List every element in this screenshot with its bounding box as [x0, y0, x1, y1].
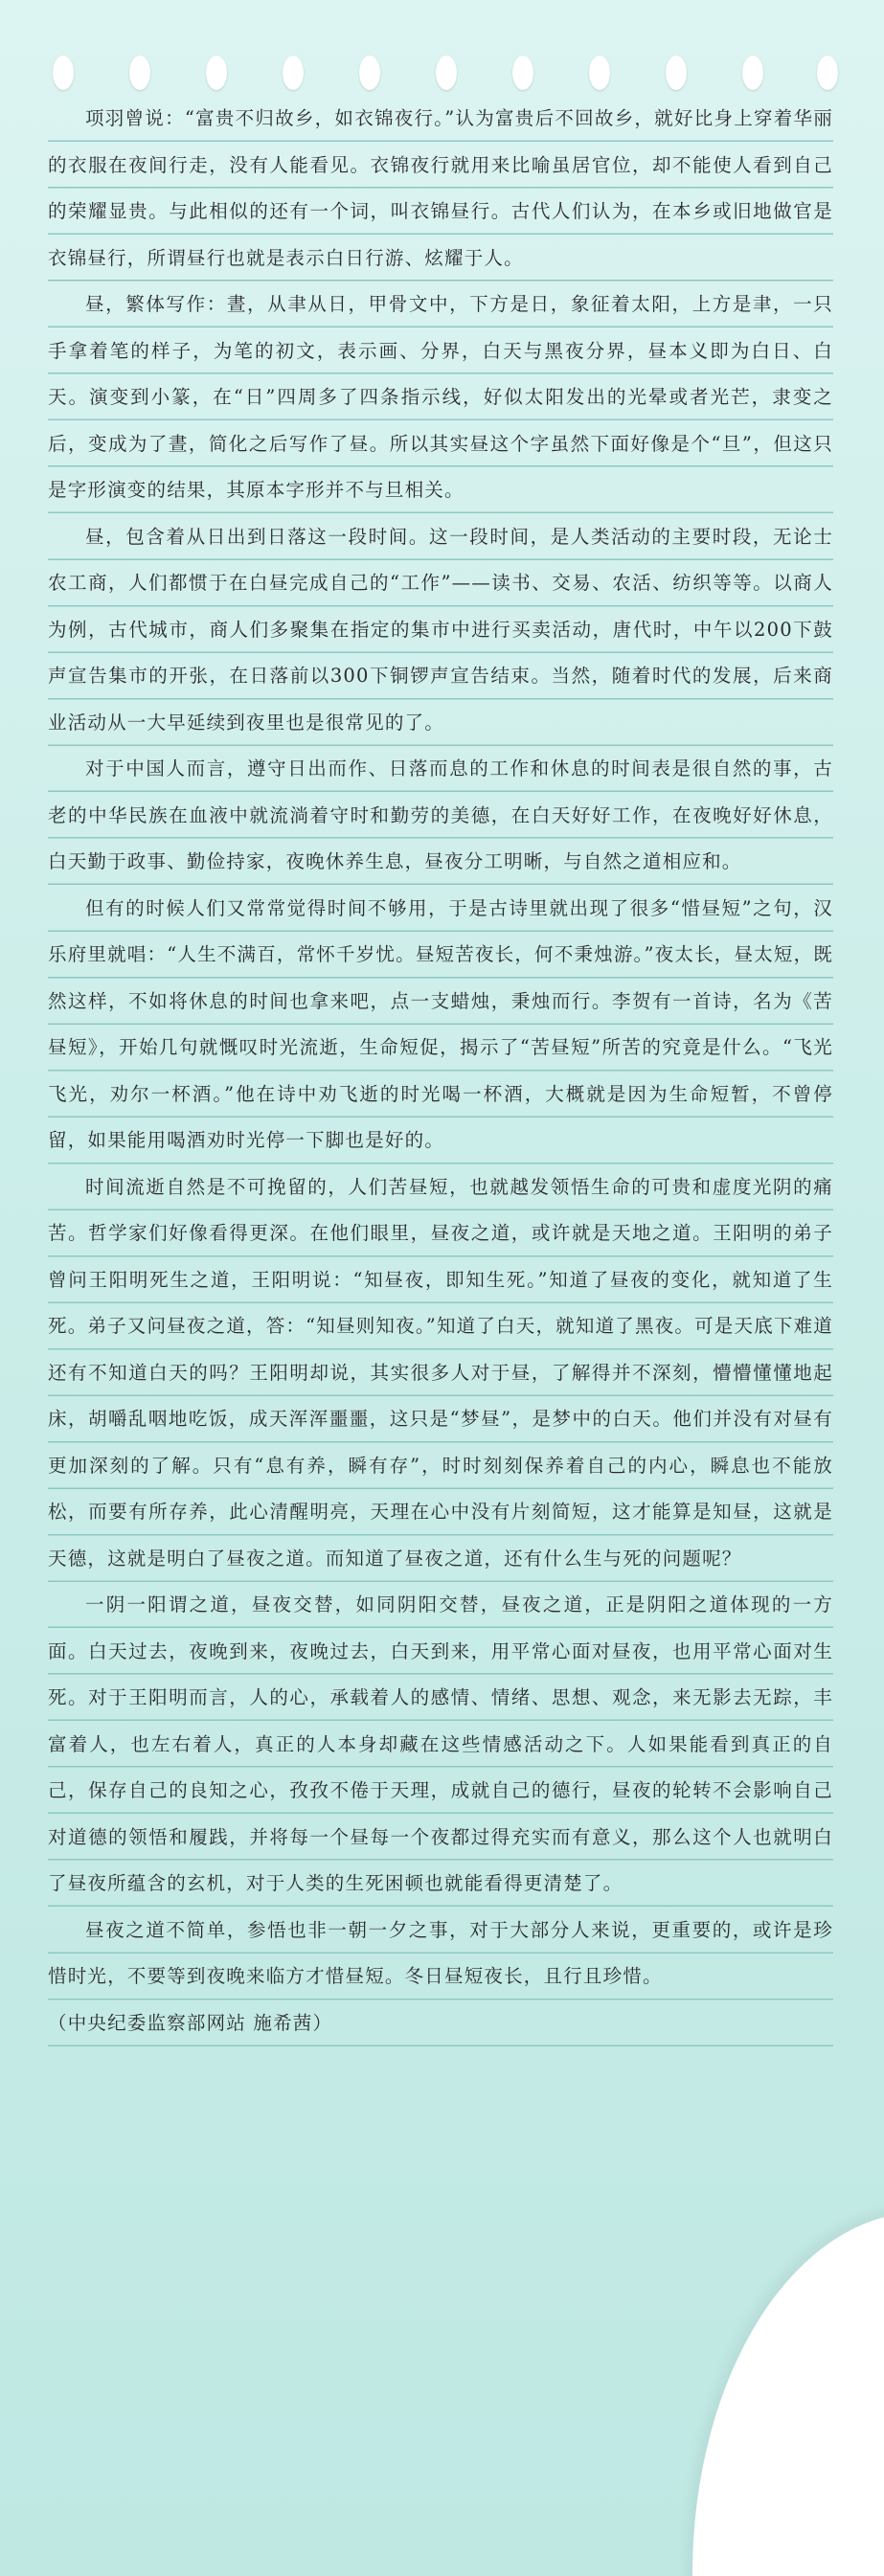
paragraph: 一阴一阳谓之道，昼夜交替，如同阴阳交替，昼夜之道，正是阴阳之道体现的一方面。白天过去，夜晚到来，夜晚过去，白天到来，用平常心面对昼夜，也用平常心面对生死。对于王阳明而言，人的心，承载着人的感情、情绪、思想、观念，来无影去无踪，丰富着人，也左右着人，真正的人本身却藏在这些情感活动之下。人如果能看到真正的自己，保存自己的良知之心，孜孜不倦于天理，成就自己的德行，昼夜的轮转不会影响自己对道德的领悟和履践，并将每一个昼每一个夜都过得充实而有意义，那么这个人也就明白了昼夜所蕴含的玄机，对于人类的生死困顿也就能看得更清楚了。 [48, 1582, 833, 1908]
binding-hole [589, 56, 610, 90]
paragraph: 昼夜之道不简单，参悟也非一朝一夕之事，对于大部分人来说，更重要的，或许是珍惜时光，不要等到夜晚来临方才惜昼短。冬日昼短夜长，且行且珍惜。 [48, 1908, 833, 2000]
binding-holes [53, 56, 838, 94]
page-curl [692, 2212, 884, 2576]
binding-hole [436, 56, 457, 90]
paragraph: 时间流逝自然是不可挽留的，人们苦昼短，也就越发领悟生命的可贵和虚度光阴的痛苦。哲学家们好像看得更深。在他们眼里，昼夜之道，或许就是天地之道。王阳明的弟子曾问王阳明死生之道，王阳明说：“知昼夜，即知生死。”知道了昼夜的变化，就知道了生死。弟子又问昼夜之道，答：“知昼则知夜。”知道了白天，就知道了黑夜。可是天底下难道还有不知道白天的吗？王阳明却说，其实很多人对于昼，了解得并不深刻，懵懵懂懂地起床，胡嚼乱咽地吃饭，成天浑浑噩噩，这只是“梦昼”，是梦中的白天。他们并没有对昼有更加深刻的了解。只有“息有养，瞬有存”，时时刻刻保养着自己的内心，瞬息也不能放松，而要有所存养，此心清醒明亮，天理在心中没有片刻简短，这才能算是知昼，这就是天德，这就是明白了昼夜之道。而知道了昼夜之道，还有什么生与死的问题呢？ [48, 1164, 833, 1583]
paragraph: 对于中国人而言，遵守日出而作、日落而息的工作和休息的时间表是很自然的事，古老的中华民族在血液中就流淌着守时和勤劳的美德，在白天好好工作，在夜晚好好休息，白天勤于政事、勤俭持家，夜晚休养生息，昼夜分工明晰，与自然之道相应和。 [48, 746, 833, 886]
source-attribution: （中央纪委监察部网站 施希茜） [48, 2000, 833, 2047]
binding-hole [817, 56, 838, 90]
binding-hole [666, 56, 687, 90]
paragraph: 但有的时候人们又常常觉得时间不够用，于是古诗里就出现了很多“惜昼短”之句，汉乐府里就唱：“人生不满百，常怀千岁忧。昼短苦夜长，何不秉烛游。”夜太长，昼太短，既然这样，不如将休息的时间也拿来吧，点一支蜡烛，秉烛而行。李贺有一首诗，名为《苦昼短》，开始几句就慨叹时光流逝，生命短促，揭示了“苦昼短”所苦的究竟是什么。“飞光飞光，劝尔一杯酒。”他在诗中劝飞逝的时光喝一杯酒，大概就是因为生命短暂，不曾停留，如果能用喝酒劝时光停一下脚也是好的。 [48, 886, 833, 1164]
binding-hole [512, 56, 533, 90]
binding-hole [53, 56, 74, 90]
binding-hole [206, 56, 227, 90]
paragraph: 项羽曾说：“富贵不归故乡，如衣锦夜行。”认为富贵后不回故乡，就好比身上穿着华丽的衣服在夜间行走，没有人能看见。衣锦夜行就用来比喻虽居官位，却不能使人看到自己的荣耀显贵。与此相似的还有一个词，叫衣锦昼行。古代人们认为，在本乡或旧地做官是衣锦昼行，所谓昼行也就是表示白日行游、炫耀于人。 [48, 96, 833, 282]
binding-hole [742, 56, 763, 90]
binding-hole [129, 56, 150, 90]
paragraph: 昼，包含着从日出到日落这一段时间。这一段时间，是人类活动的主要时段，无论士农工商，人们都惯于在白昼完成自己的“工作”——读书、交易、农活、纺织等等。以商人为例，古代城市，商人们多聚集在指定的集市中进行买卖活动，唐代时，中午以200下鼓声宣告集市的开张，在日落前以300下铜锣声宣告结束。当然，随着时代的发展，后来商业活动从一大早延续到夜里也是很常见的了。 [48, 514, 833, 747]
binding-hole [283, 56, 304, 90]
paragraph: 昼，繁体写作：晝，从聿从日，甲骨文中，下方是日，象征着太阳，上方是聿，一只手拿着笔的样子，为笔的初文，表示画、分界，白天与黑夜分界，昼本义即为白日、白天。演变到小篆，在“日”四周多了四条指示线，好似太阳发出的光晕或者光芒，隶变之后，变成为了晝，简化之后写作了昼。所以其实昼这个字虽然下面好像是个“旦”，但这只是字形演变的结果，其原本字形并不与旦相关。 [48, 282, 833, 514]
article-body [48, 96, 833, 2046]
binding-hole [359, 56, 380, 90]
